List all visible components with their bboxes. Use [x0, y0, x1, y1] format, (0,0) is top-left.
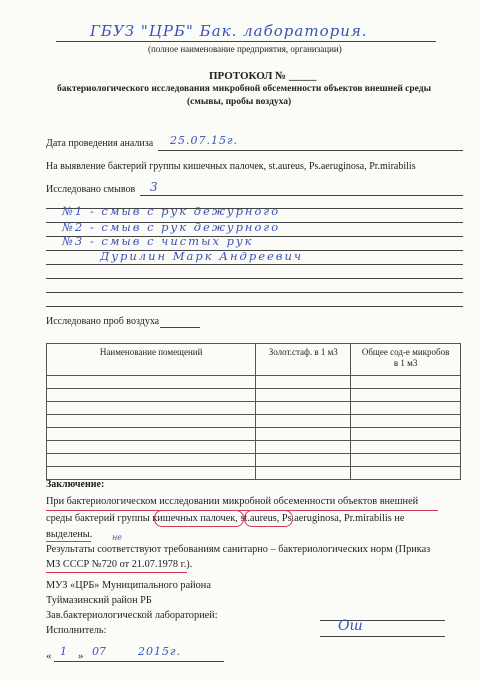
table-row [47, 415, 461, 428]
footer-date-year: 2015г. [138, 645, 182, 658]
swabs-label: Исследовано смывов [46, 184, 136, 195]
analysis-date-handwritten: 25.07.15г. [170, 134, 239, 147]
red-circle-mark [244, 510, 293, 527]
swab-entry: №3 - смыв с чистых рук [62, 234, 254, 248]
ruled-line [46, 278, 463, 279]
column-header-microbes: Общее сод-е микробов в 1 м3 [351, 344, 461, 376]
table-row [47, 389, 461, 402]
column-header-staph: Золот.стаф. в 1 м3 [256, 344, 351, 376]
head-label: Зав.бактериологической лабораторией: [46, 610, 218, 621]
conclusion-line: среды бактерий группы кишечных палочек, st.aureus, Ps.aeruginosa, Pr.mirabilis не [46, 513, 405, 524]
footer-date-open-quote: « [46, 650, 52, 662]
table-row [47, 376, 461, 389]
footer-date-month: 07 [92, 645, 106, 658]
table-row [47, 454, 461, 467]
protocol-subtitle: бактериологического исследования микробной обсеменности объектов внешней среды [57, 84, 431, 94]
conclusion-line: Результаты соответствуют требованиям санитарно – бактериологических норм (Приказ [46, 544, 431, 555]
table-row [47, 402, 461, 415]
footer-org-district: Туймазинский район РБ [46, 595, 152, 606]
column-header-rooms: Наименование помещений [47, 344, 256, 376]
air-samples-underline [160, 327, 200, 328]
ruled-line [46, 264, 463, 265]
table-row [47, 441, 461, 454]
red-underline [46, 510, 438, 511]
swab-entry: №2 - смыв с рук дежурного [62, 220, 281, 234]
table-row [47, 467, 461, 480]
table-row [47, 428, 461, 441]
conclusion-line: выделены. [46, 529, 93, 540]
org-name-handwritten: ГБУЗ "ЦРБ" Бак. лаборатория. [90, 22, 368, 40]
conclusion-line: МЗ СССР №720 от 21.07.1978 г.). [46, 559, 193, 570]
executor-label: Исполнитель: [46, 625, 107, 636]
footer-org-name: МУЗ «ЦРБ» Муниципального района [46, 580, 211, 591]
detection-label: На выявление бактерий группы кишечных палочек, st.aureus, Ps.aeruginosa, Pr.mirabilis [46, 161, 416, 172]
conclusion-heading: Заключение: [46, 479, 105, 490]
footer-date-line [54, 661, 224, 662]
red-circle-mark [154, 510, 244, 527]
protocol-title: ПРОТОКОЛ № _____ [209, 70, 317, 82]
rooms-table [46, 343, 461, 480]
protocol-subtitle-2: (смывы, пробы воздуха) [187, 97, 292, 107]
org-underline [56, 41, 436, 42]
org-caption: (полное наименование предприятия, организации) [148, 44, 342, 54]
date-underline [158, 150, 463, 151]
ruled-line [46, 306, 463, 307]
swabs-underline [140, 195, 463, 196]
red-underline [46, 541, 91, 542]
footer-date-close-quote: » [78, 650, 84, 662]
red-underline [46, 572, 187, 573]
swab-entry: Дурилин Марк Андреевич [100, 249, 304, 263]
air-samples-label: Исследовано проб воздуха [46, 316, 160, 327]
swab-entry: №1 - смыв с рук дежурного [62, 204, 281, 218]
footer-date-day: 1 [60, 645, 67, 658]
executor-signature-line [320, 636, 445, 637]
executor-signature: Ош [338, 618, 363, 634]
conclusion-line: При бактериологическом исследовании микробной обсеменности объектов внешней [46, 496, 419, 507]
date-label: Дата проведения анализа [46, 138, 154, 149]
ne-handwritten-mark: не [112, 533, 123, 542]
ruled-line [46, 292, 463, 293]
swabs-count-handwritten: 3 [150, 180, 158, 194]
